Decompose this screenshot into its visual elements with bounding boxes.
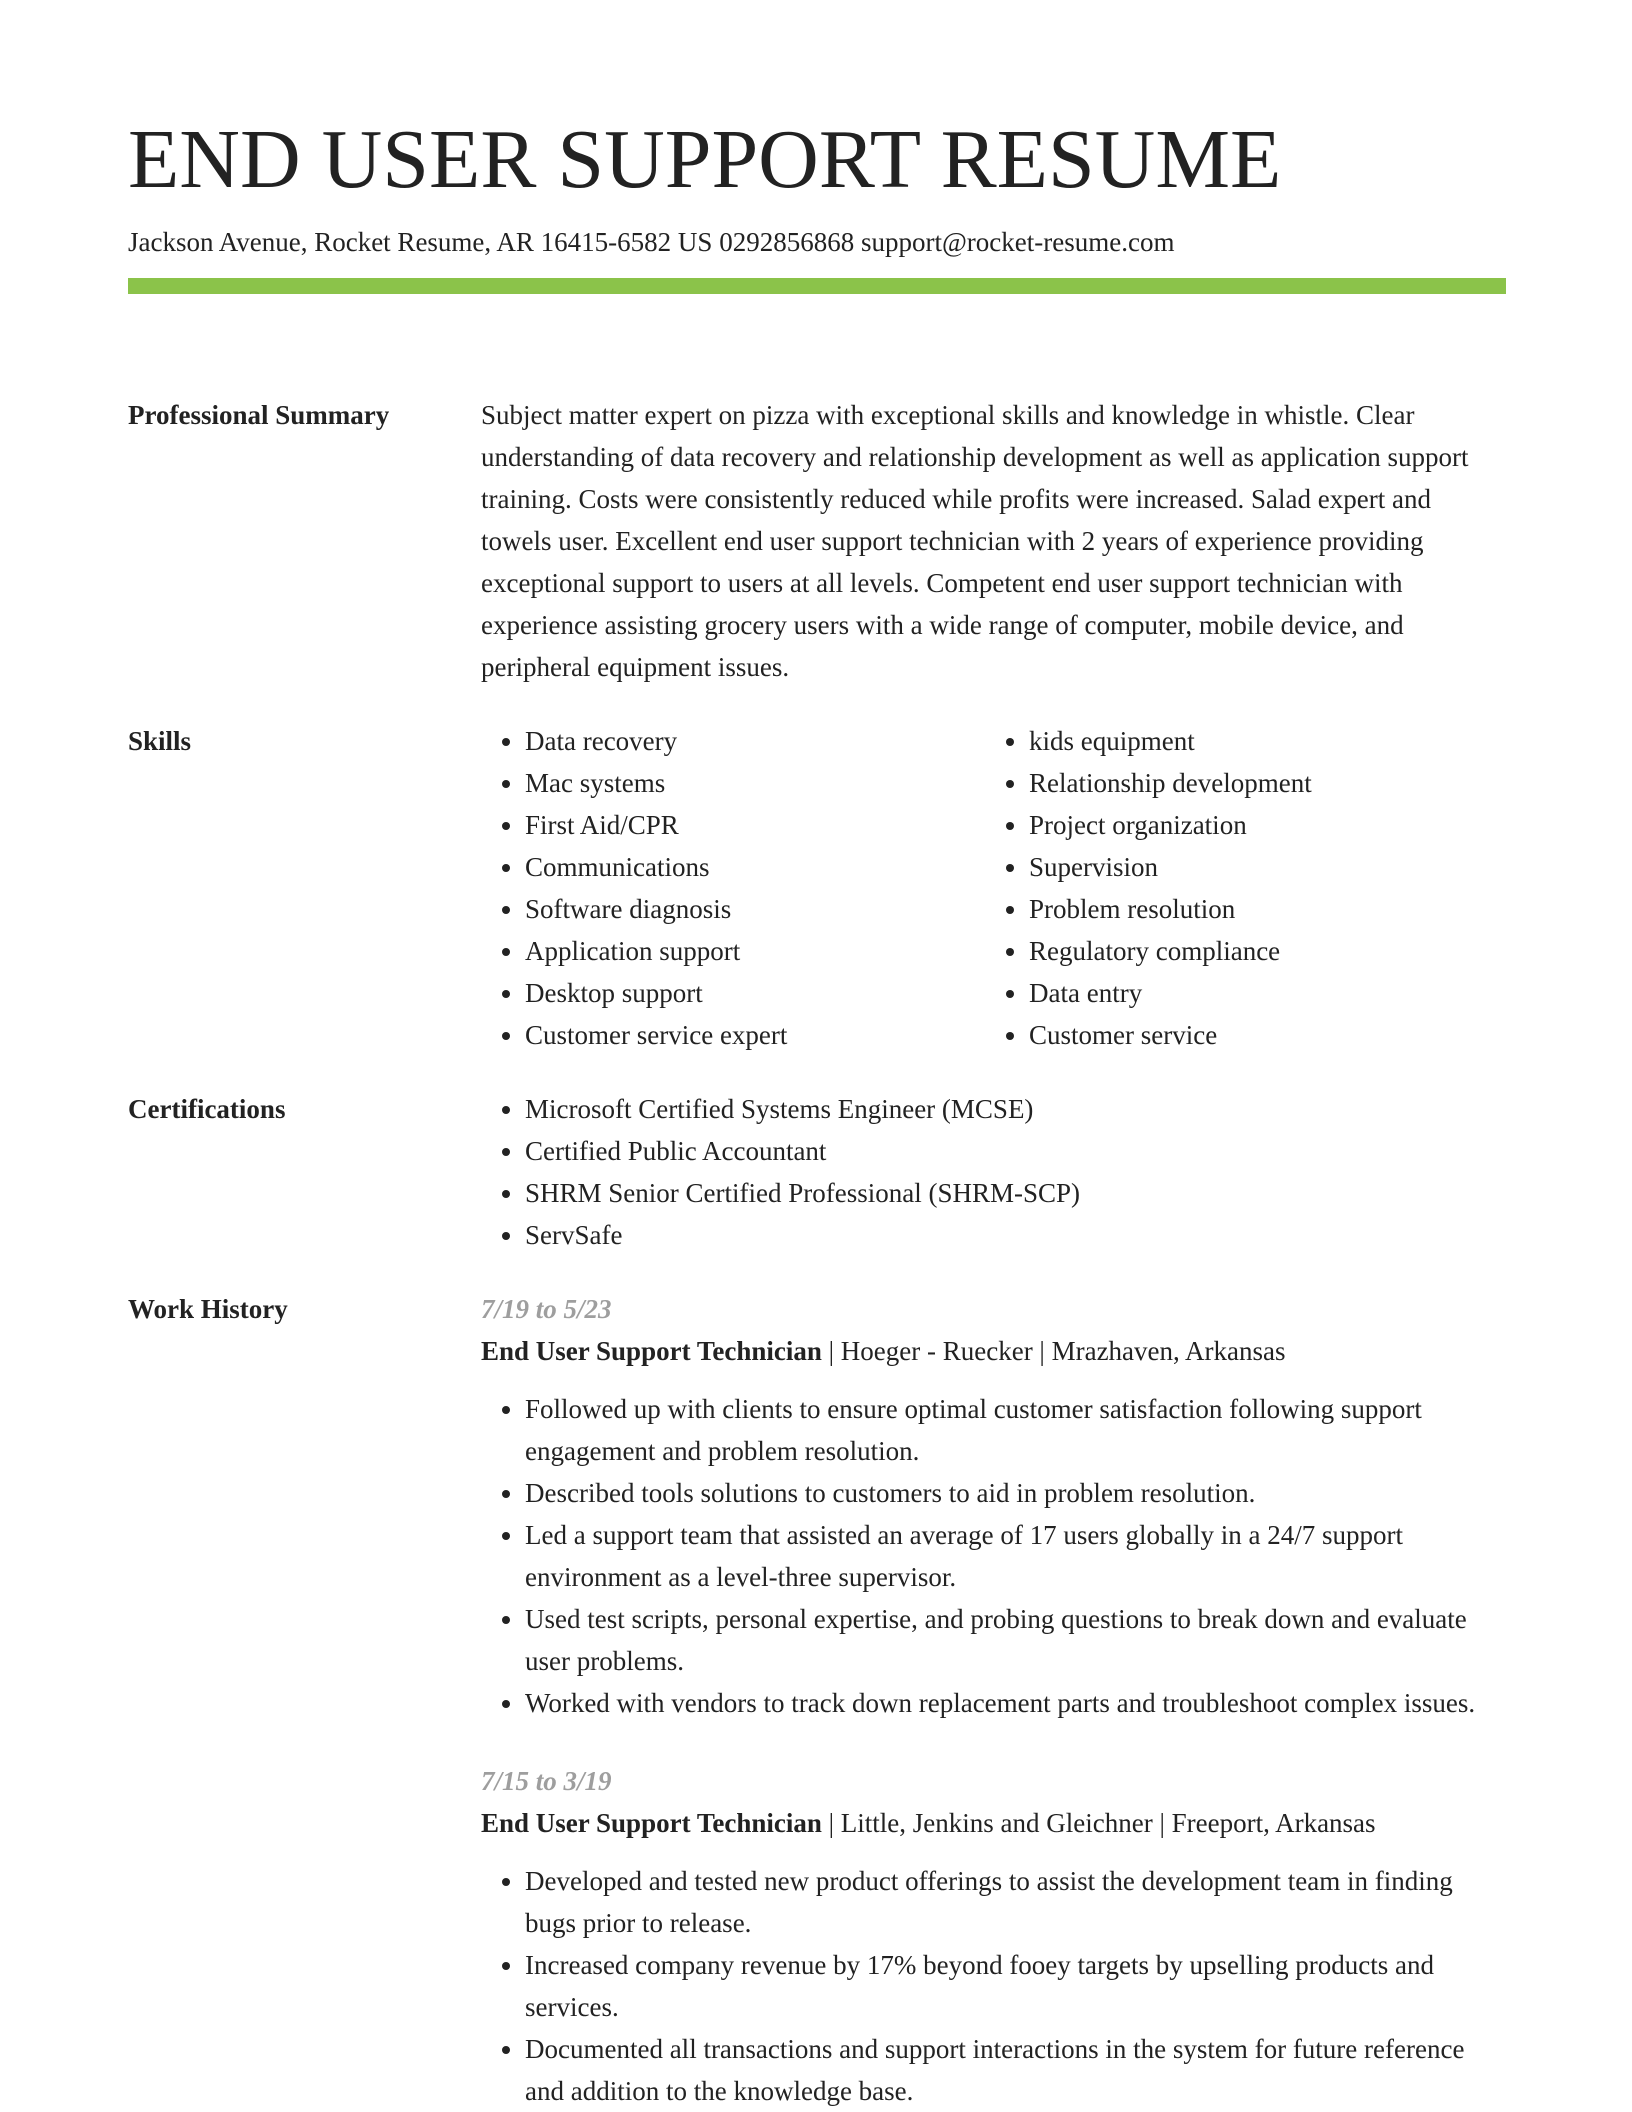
summary-text: Subject matter expert on pizza with exceptional skills and knowledge in whistle. Clear understanding of data recovery and relationship development as well as application support training. Costs were consistently reduced while profits were increased. Salad expert and towels user. Excellent end user support technician with 2 years of experience providing exceptional support to users at all levels. Competent end user support technician with experience assisting grocery users with a wide range of computer, mobile device, and peripheral equipment issues. (481, 400, 1469, 683)
certification-item: • ServSafe (525, 1214, 1506, 1256)
accent-divider (128, 278, 1506, 294)
job-bullet: • Developed and tested new product offerings to assist the development team in finding bugs prior to release. (525, 1860, 1506, 1944)
job-title: End User Support Technician (481, 1336, 822, 1367)
job-bullets (481, 1388, 1506, 1724)
job-bullet: • Documented all transactions and support interactions in the system for future reference and addition to the knowledge base. (525, 2028, 1506, 2112)
skill-item: • Desktop support (525, 972, 985, 1014)
job-heading (481, 1330, 1506, 1372)
job-bullet: • Used test scripts, personal expertise, and probing questions to break down and evaluate user problems. (525, 1598, 1506, 1682)
section-work-history (128, 1288, 1506, 2112)
skill-item: • kids equipment (1029, 720, 1489, 762)
job-bullets (481, 1860, 1506, 2112)
skill-item: • Customer service (1029, 1014, 1489, 1056)
skills-list-left (481, 720, 985, 1056)
skill-item: • Application support (525, 930, 985, 972)
skill-item: • First Aid/CPR (525, 804, 985, 846)
job-dates: 7/15 to 3/19 (481, 1766, 612, 1797)
section-summary (128, 394, 1506, 688)
certification-item: • SHRM Senior Certified Professional (SHRM-SCP) (525, 1172, 1506, 1214)
job-bullet: • Increased company revenue by 17% beyond fooey targets by upselling products and services. (525, 1944, 1506, 2028)
section-label-certifications: Certifications (128, 1094, 286, 1125)
section-label-summary: Professional Summary (128, 400, 390, 431)
job-bullet: • Followed up with clients to ensure optimal customer satisfaction following support engagement and problem resolution. (525, 1388, 1506, 1472)
resume-title: END USER SUPPORT RESUME (128, 113, 1282, 206)
skill-item: • Communications (525, 846, 985, 888)
job-bullet: • Led a support team that assisted an average of 17 users globally in a 24/7 support environment as a level-three supervisor. (525, 1514, 1506, 1598)
skill-item: • Software diagnosis (525, 888, 985, 930)
skills-list-right (985, 720, 1489, 1056)
skill-item: • Data recovery (525, 720, 985, 762)
job-entry (481, 1288, 1506, 1724)
skill-item: • Problem resolution (1029, 888, 1489, 930)
certifications-list (481, 1088, 1506, 1256)
skill-item: • Customer service expert (525, 1014, 985, 1056)
section-label-work-history: Work History (128, 1294, 288, 1325)
job-title: End User Support Technician (481, 1808, 822, 1839)
skill-item: • Relationship development (1029, 762, 1489, 804)
resume-page (128, 113, 1506, 2112)
job-entry (481, 1760, 1506, 2112)
job-details: | Little, Jenkins and Gleichner | Freeport, Arkansas (821, 1808, 1376, 1839)
job-heading (481, 1802, 1506, 1844)
skill-item: • Regulatory compliance (1029, 930, 1489, 972)
certification-item: • Certified Public Accountant (525, 1130, 1506, 1172)
certification-item: • Microsoft Certified Systems Engineer (MCSE) (525, 1088, 1506, 1130)
contact-line: Jackson Avenue, Rocket Resume, AR 16415-6582 US 0292856868 support@rocket-resume.com (128, 227, 1175, 257)
job-bullet: • Described tools solutions to customers to aid in problem resolution. (525, 1472, 1506, 1514)
job-details: | Hoeger - Ruecker | Mrazhaven, Arkansas (821, 1336, 1286, 1367)
skill-item: • Project organization (1029, 804, 1489, 846)
section-certifications (128, 1088, 1506, 1256)
section-skills (128, 720, 1506, 1056)
skill-item: • Mac systems (525, 762, 985, 804)
job-dates: 7/19 to 5/23 (481, 1294, 612, 1325)
skill-item: • Supervision (1029, 846, 1489, 888)
skill-item: • Data entry (1029, 972, 1489, 1014)
job-bullet: • Worked with vendors to track down replacement parts and troubleshoot complex issues. (525, 1682, 1506, 1724)
section-label-skills: Skills (128, 726, 192, 757)
